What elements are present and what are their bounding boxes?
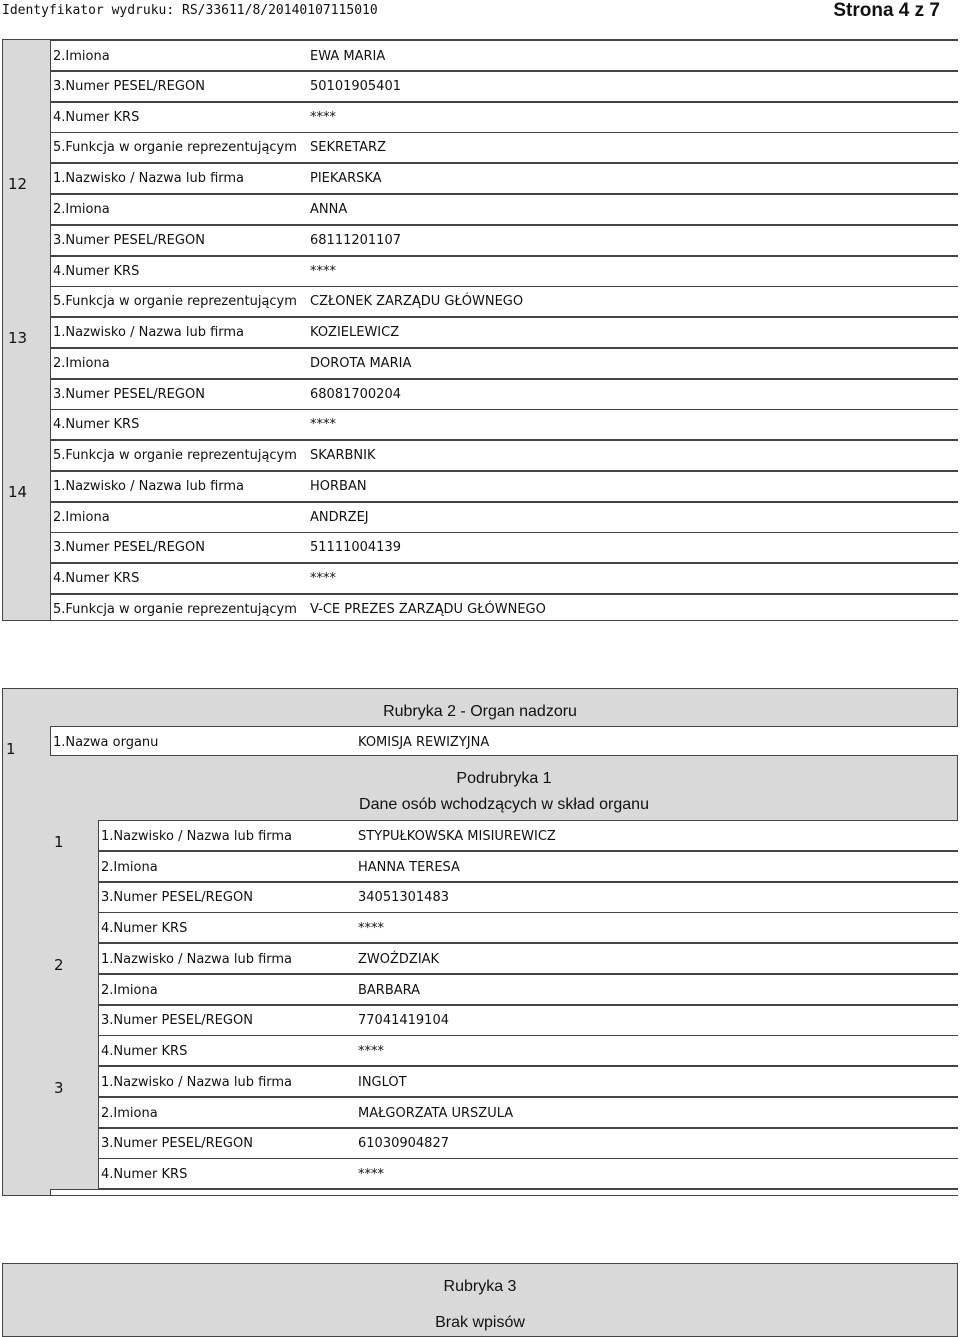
- value-names: EWA MARIA: [310, 49, 386, 64]
- label-krs: 4.Numer KRS: [53, 264, 140, 279]
- row-names: [50, 502, 958, 533]
- label-pesel: 3.Numer PESEL/REGON: [101, 890, 253, 905]
- label-names: 2.Imiona: [101, 860, 158, 875]
- label-pesel: 3.Numer PESEL/REGON: [53, 233, 205, 248]
- row-names: [50, 40, 958, 71]
- label-pesel: 3.Numer PESEL/REGON: [101, 1013, 253, 1028]
- value-surname: STYPUŁKOWSKA MISIUREWICZ: [358, 829, 556, 844]
- row-krs: [50, 102, 958, 133]
- label-krs: 4.Numer KRS: [101, 921, 188, 936]
- value-function: SKARBNIK: [310, 448, 376, 463]
- label-names: 2.Imiona: [53, 202, 110, 217]
- rubryka-3-empty-note: Brak wpisów: [435, 1314, 525, 1331]
- value-names: HANNA TERESA: [358, 860, 460, 875]
- label-surname: 1.Nazwisko / Nazwa lub firma: [53, 325, 245, 340]
- value-krs: ****: [310, 571, 336, 586]
- label-names: 2.Imiona: [53, 49, 110, 64]
- row-krs: [50, 409, 958, 440]
- row-krs: [98, 912, 958, 943]
- member-number: 3: [54, 1079, 64, 1097]
- member-number: 2: [54, 956, 64, 974]
- label-function: 5.Funkcja w organie reprezentującym: [53, 140, 297, 155]
- value-surname: ZWOŹDZIAK: [358, 952, 440, 967]
- value-krs: ****: [358, 921, 384, 936]
- value-surname: HORBAN: [310, 479, 367, 494]
- label-pesel: 3.Numer PESEL/REGON: [53, 387, 205, 402]
- value-names: MAŁGORZATA URSZULA: [358, 1106, 514, 1121]
- label-names: 2.Imiona: [101, 1106, 158, 1121]
- label-surname: 1.Nazwisko / Nazwa lub firma: [101, 952, 293, 967]
- value-pesel: 50101905401: [310, 79, 401, 94]
- label-names: 2.Imiona: [101, 983, 158, 998]
- row-names: [98, 974, 958, 1005]
- label-pesel: 3.Numer PESEL/REGON: [101, 1136, 253, 1151]
- value-pesel: 61030904827: [358, 1136, 449, 1151]
- value-krs: ****: [358, 1167, 384, 1182]
- value-krs: ****: [310, 110, 336, 125]
- label-krs: 4.Numer KRS: [53, 571, 140, 586]
- value-surname: PIEKARSKA: [310, 171, 382, 186]
- entry-number: 14: [8, 483, 28, 501]
- value-krs: ****: [358, 1044, 384, 1059]
- label-surname: 1.Nazwisko / Nazwa lub firma: [53, 171, 245, 186]
- value-names: ANDRZEJ: [310, 510, 369, 525]
- label-surname: 1.Nazwisko / Nazwa lub firma: [101, 829, 293, 844]
- row-krs: [50, 256, 958, 287]
- subsection-title: Podrubryka 1: [456, 770, 552, 787]
- label-krs: 4.Numer KRS: [101, 1167, 188, 1182]
- value-function: SEKRETARZ: [310, 140, 387, 155]
- value-function: V-CE PREZES ZARZĄDU GŁÓWNEGO: [310, 602, 546, 617]
- rubryka-3-title: Rubryka 3: [443, 1278, 517, 1295]
- subsection-subtitle: Dane osób wchodzących w skład organu: [359, 796, 649, 813]
- label-names: 2.Imiona: [53, 356, 110, 371]
- row-names: [50, 348, 958, 379]
- row-krs: [98, 1158, 958, 1189]
- value-surname: KOZIELEWICZ: [310, 325, 400, 340]
- label-function: 5.Funkcja w organie reprezentującym: [53, 294, 297, 309]
- row-krs: [50, 563, 958, 594]
- value-organ-name: KOMISJA REWIZYJNA: [358, 735, 490, 750]
- value-surname: INGLOT: [358, 1075, 407, 1090]
- label-surname: 1.Nazwisko / Nazwa lub firma: [101, 1075, 293, 1090]
- row-organ-name: [50, 726, 958, 756]
- label-names: 2.Imiona: [53, 510, 110, 525]
- label-pesel: 3.Numer PESEL/REGON: [53, 79, 205, 94]
- entry-number: 13: [8, 329, 28, 347]
- label-function: 5.Funkcja w organie reprezentującym: [53, 602, 297, 617]
- page-indicator: Strona 4 z 7: [833, 0, 940, 21]
- label-krs: 4.Numer KRS: [101, 1044, 188, 1059]
- entry-number: 12: [8, 175, 28, 193]
- value-pesel: 68111201107: [310, 233, 401, 248]
- value-krs: ****: [310, 417, 336, 432]
- subsection-footer: [50, 1189, 958, 1196]
- value-names: BARBARA: [358, 983, 421, 998]
- label-krs: 4.Numer KRS: [53, 417, 140, 432]
- value-function: CZŁONEK ZARZĄDU GŁÓWNEGO: [310, 294, 524, 309]
- organ-number: 1: [6, 740, 16, 758]
- row-names: [98, 851, 958, 882]
- label-pesel: 3.Numer PESEL/REGON: [53, 540, 205, 555]
- print-identifier: Identyfikator wydruku: RS/33611/8/20140107115010: [2, 3, 378, 18]
- value-krs: ****: [310, 264, 336, 279]
- value-pesel: 34051301483: [358, 890, 449, 905]
- label-krs: 4.Numer KRS: [53, 110, 140, 125]
- rubryka-2-title: Rubryka 2 - Organ nadzoru: [383, 703, 577, 720]
- value-pesel: 77041419104: [358, 1013, 449, 1028]
- label-organ-name: 1.Nazwa organu: [53, 735, 159, 750]
- label-function: 5.Funkcja w organie reprezentującym: [53, 448, 297, 463]
- value-pesel: 68081700204: [310, 387, 401, 402]
- member-number: 1: [54, 833, 64, 851]
- row-names: [50, 194, 958, 225]
- value-names: DOROTA MARIA: [310, 356, 412, 371]
- value-pesel: 51111004139: [310, 540, 401, 555]
- row-names: [98, 1097, 958, 1128]
- value-names: ANNA: [310, 202, 348, 217]
- row-krs: [98, 1035, 958, 1066]
- label-surname: 1.Nazwisko / Nazwa lub firma: [53, 479, 245, 494]
